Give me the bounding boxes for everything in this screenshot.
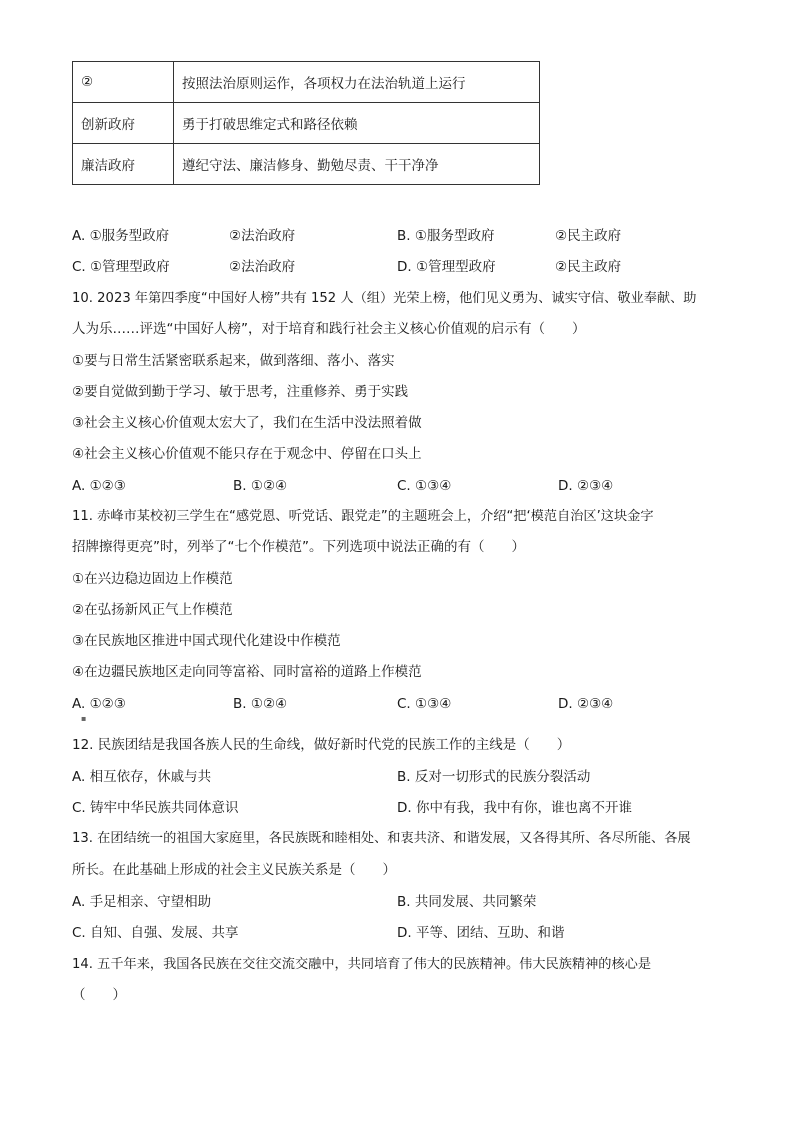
q9-option-d-part2: ②民主政府 — [555, 259, 622, 275]
q13-stem-line1: 13. 在团结统一的祖国大家庭里，各民族既和睦相处、和衷共济、和谐发展，又各得其所、各尽所能、各展 — [72, 831, 691, 846]
q10-option-c[interactable]: C. ①③④ — [397, 478, 452, 494]
q10-stem-line1: 10. 2023 年第四季度“中国好人榜”共有 152 人（组）光荣上榜，他们见义勇为、诚实守信、敬业奉献、助 — [72, 291, 697, 306]
q11-option-b[interactable]: B. ①②④ — [233, 696, 288, 712]
q10-stem-line2: 人为乐……评选“中国好人榜”，对于培育和践行社会主义核心价值观的启示有（ ） — [72, 321, 586, 337]
q10-option-b[interactable]: B. ①②④ — [233, 478, 288, 494]
q11-item-2: ②在弘扬新风正气上作模范 — [72, 602, 233, 618]
government-types-table — [72, 61, 540, 185]
table-cell: 勇于打破思维定式和路径依赖 — [174, 103, 540, 144]
table-row — [73, 103, 540, 144]
q13-option-c[interactable]: C. 自知、自强、发展、共享 — [72, 925, 239, 941]
q10-item-1: ①要与日常生活紧密联系起来，做到落细、落小、落实 — [72, 353, 395, 369]
table-row — [73, 62, 540, 103]
stray-mark: ▪ — [81, 714, 87, 723]
q12-option-b[interactable]: B. 反对一切形式的民族分裂活动 — [397, 769, 591, 785]
q10-item-3: ③社会主义核心价值观太宏大了，我们在生活中没法照着做 — [72, 415, 422, 431]
q9-option-c-part2: ②法治政府 — [229, 259, 296, 275]
q11-option-c[interactable]: C. ①③④ — [397, 696, 452, 712]
q10-item-2: ②要自觉做到勤于学习、敏于思考，注重修养、勇于实践 — [72, 384, 409, 400]
table-row — [73, 144, 540, 185]
q13-option-b[interactable]: B. 共同发展、共同繁荣 — [397, 894, 537, 910]
q14-stem-line1: 14. 五千年来，我国各民族在交往交流交融中，共同培育了伟大的民族精神。伟大民族精神的核心是 — [72, 957, 652, 972]
q9-option-d[interactable]: D. ①管理型政府 — [397, 259, 496, 275]
q13-stem-line2: 所长。在此基础上形成的社会主义民族关系是（ ） — [72, 862, 396, 878]
q12-stem: 12. 民族团结是我国各族人民的生命线，做好新时代党的民族工作的主线是（ ） — [72, 737, 571, 753]
q14-stem-line2: （ ） — [72, 987, 126, 1003]
q12-option-c[interactable]: C. 铸牢中华民族共同体意识 — [72, 800, 239, 816]
q10-option-a[interactable]: A. ①②③ — [72, 478, 126, 494]
q9-option-b[interactable]: B. ①服务型政府 — [397, 228, 495, 244]
q11-option-a[interactable]: A. ①②③ — [72, 696, 126, 712]
q11-option-d[interactable]: D. ②③④ — [558, 696, 614, 712]
q11-item-3: ③在民族地区推进中国式现代化建设中作模范 — [72, 633, 341, 649]
q9-option-a-part2: ②法治政府 — [229, 228, 296, 244]
q10-option-d[interactable]: D. ②③④ — [558, 478, 614, 494]
q11-stem-line1: 11. 赤峰市某校初三学生在“感党恩、听党话、跟党走”的主题班会上，介绍“把‘模范自治区’这块金字 — [72, 509, 654, 524]
q11-item-1: ①在兴边稳边固边上作模范 — [72, 571, 233, 587]
table-cell: 廉洁政府 — [73, 144, 174, 185]
q9-option-b-part2: ②民主政府 — [555, 228, 622, 244]
q13-option-a[interactable]: A. 手足相亲、守望相助 — [72, 894, 212, 910]
q11-stem-line2: 招牌擦得更亮”时，列举了“七个作模范”。下列选项中说法正确的有（ ） — [72, 539, 525, 555]
q12-option-d[interactable]: D. 你中有我，我中有你，谁也离不开谁 — [397, 800, 632, 816]
table-cell: 遵纪守法、廉洁修身、勤勉尽责、干干净净 — [174, 144, 540, 185]
table-cell: ② — [73, 62, 174, 103]
table-cell: 创新政府 — [73, 103, 174, 144]
q13-option-d[interactable]: D. 平等、团结、互助、和谐 — [397, 925, 565, 941]
table-cell: 按照法治原则运作，各项权力在法治轨道上运行 — [174, 62, 540, 103]
q11-item-4: ④在边疆民族地区走向同等富裕、同时富裕的道路上作模范 — [72, 664, 422, 680]
q10-item-4: ④社会主义核心价值观不能只存在于观念中、停留在口头上 — [72, 446, 422, 462]
q9-option-a[interactable]: A. ①服务型政府 — [72, 228, 170, 244]
q12-option-a[interactable]: A. 相互依存，休戚与共 — [72, 769, 212, 785]
q9-option-c[interactable]: C. ①管理型政府 — [72, 259, 170, 275]
